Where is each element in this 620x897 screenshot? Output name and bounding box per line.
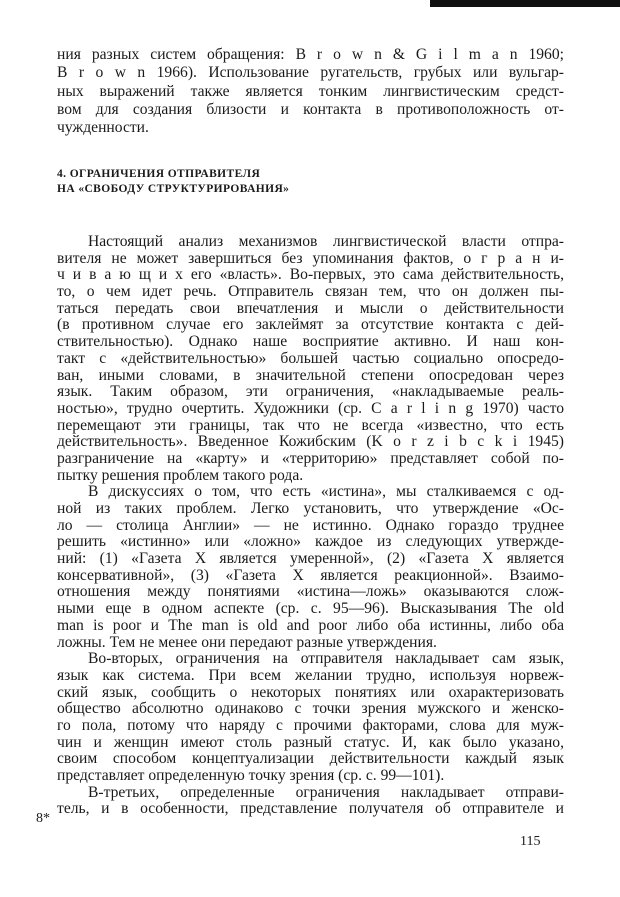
scan-edge: [430, 0, 620, 7]
footnote-mark: 8*: [36, 811, 50, 826]
text-line: ло — столица Англии» — не истинно. Однако гораздо труднее: [57, 516, 564, 534]
text-line: ложны. Тем не менее они передают разные утверждения.: [57, 633, 437, 651]
text-line: чин и женщин имеют столь разный статус. И, как было указано,: [57, 733, 564, 751]
top-paragraph: [57, 46, 564, 137]
text-line: ван, иными словами, в значительной степени опосредован через: [57, 366, 564, 384]
text-line: ной из таких проблем. Легко установить, что утверждение «Ос-: [57, 500, 564, 517]
text-line: своим способом концептуализации действительности каждый язык: [57, 750, 564, 768]
text-line: вителя не может завершиться без упоминания фактов, о г р а н и-: [57, 249, 564, 267]
text-line: решить «истинно» или «ложно» каждое из следующих утвержде-: [57, 533, 564, 551]
section-heading-line-2: НА «СВОБОДУ СТРУКТУРИРОВАНИЯ»: [57, 183, 290, 195]
page-number: 115: [520, 834, 541, 849]
text-line: язык. Таким образом, эти ограничения, «накладываемые реаль-: [57, 383, 564, 401]
text-line: ний: (1) «Газета X является умеренной», (2) «Газета X является: [57, 550, 564, 568]
text-line: такт с «действительностью» большей частью социально опосредо-: [57, 349, 564, 367]
text-line: В-третьих, определенные ограничения накладывает отправи-: [88, 783, 564, 801]
text-line: го пола, потому что наряду с прочими факторами, слова для муж-: [57, 716, 564, 734]
text-line: отношения между понятиями «истина—ложь» оказываются слож-: [57, 583, 564, 601]
body-text: [57, 234, 564, 818]
text-line: язык как система. При всем желании трудно, используя норвеж-: [57, 666, 564, 684]
text-line: представляет определенную точку зрения (ср. с. 99—101).: [57, 767, 445, 784]
text-line: Настоящий анализ механизмов лингвистической власти отпра-: [88, 233, 564, 250]
text-line: man is poor и The man is old and poor либо оба истинны, либо оба: [57, 616, 564, 634]
section-heading-line-1: 4. ОГРАНИЧЕНИЯ ОТПРАВИТЕЛЯ: [57, 168, 261, 180]
text-line: чужденности.: [57, 119, 149, 137]
text-line: ными еще в одном аспекте (ср. с. 95—96). Высказывания The old: [57, 600, 564, 618]
text-line: B r o w n 1966). Использование ругательств, грубых или вульгар-: [57, 64, 564, 82]
text-line: Во-вторых, ограничения на отправителя накладывает сам язык,: [88, 650, 564, 668]
text-line: общество абсолютно одинаково с точки зрения мужского и женско-: [57, 700, 564, 718]
text-line: ствительностью). Однако наше восприятие активно. И наш кон-: [57, 333, 564, 351]
text-line: консервативной», (3) «Газета X является реакционной». Взаимо-: [57, 566, 564, 584]
text-line: (в противном случае его заклеймят за отсутствие контакта с дей-: [57, 316, 564, 334]
text-line: разграничение на «карту» и «территорию» представляет собой по-: [57, 449, 564, 467]
text-line: ностью», трудно очертить. Художники (ср. C a r l i n g 1970) часто: [57, 399, 564, 417]
text-line: ский язык, сообщить о некоторых понятиях или охарактеризовать: [57, 683, 564, 701]
text-line: тель, и в особенности, представление получателя об отправителе и: [57, 800, 564, 818]
text-line: таться передать свои впечатления и мысли о действительности: [57, 299, 564, 317]
text-line: вом для создания близости и контакта в противоположность от-: [57, 100, 564, 118]
text-line: ния разных систем обращения: B r o w n & G i l m a n 1960;: [57, 46, 564, 63]
text-line: то, о чем идет речь. Отправитель связан тем, что он должен пы-: [57, 283, 564, 301]
text-line: ч и в а ю щ и х его «власть». Во-первых, это сама действительность,: [57, 266, 564, 284]
text-line: перемещают эти границы, так что не всегда «известно, что есть: [57, 416, 564, 434]
section-heading: [57, 167, 289, 197]
text-line: действительность». Введенное Кожибским (K o r z i b c k i 1945): [57, 433, 564, 451]
text-line: В дискуссиях о том, что есть «истина», мы сталкиваемся с од-: [88, 483, 564, 501]
text-line: пытку решения проблем такого рода.: [57, 466, 304, 484]
text-line: ных выражений также является тонким лингвистическим средст-: [57, 82, 564, 100]
